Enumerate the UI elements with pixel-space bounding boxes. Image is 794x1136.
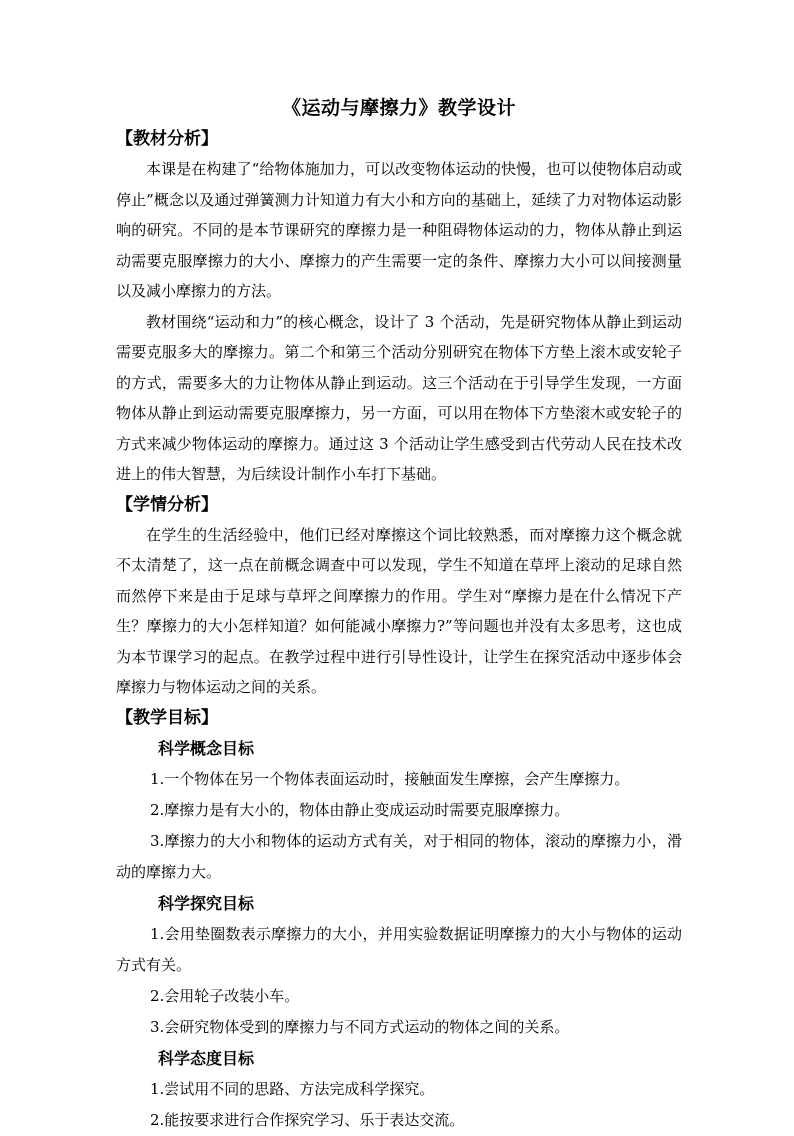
section-heading-textbook-analysis: 【教材分析】 bbox=[116, 129, 218, 149]
document-title: 《运动与摩擦力》教学设计 bbox=[281, 97, 516, 119]
paragraph: 教材围绕“运动和力”的核心概念，设计了 3 个活动，先是研究物体从静止到运动需要克服多大的摩擦力。第二个和第三个活动分别研究在物体下方垫上滚木或安轮子的方式，需要多大的力让物体从静止到运动。这三个活动在于引导学生发现，一方面物体从静止到运动需要克服摩擦力，另一方面，可以用在物体下方垫滚木或安轮子的方式来减少物体运动的摩擦力。通过这 3 个活动让学生感受到古代劳动人民在技术改进上的伟大智慧，为后续设计制作小车打下基础。 bbox=[116, 312, 682, 483]
document-page bbox=[116, 94, 682, 1136]
list-item: 1.一个物体在另一个物体表面运动时，接触面发生摩擦，会产生摩擦力。 bbox=[150, 769, 630, 788]
list-item: 1.尝试用不同的思路、方法完成科学探究。 bbox=[150, 1079, 435, 1098]
list-item: 1.会用垫圈数表示摩擦力的大小，并用实验数据证明摩擦力的大小与物体的运动方式有关。 bbox=[116, 924, 682, 974]
section-heading-teaching-objectives: 【教学目标】 bbox=[116, 707, 218, 728]
subheading-inquiry-objectives: 科学探究目标 bbox=[158, 893, 255, 913]
section-heading-student-analysis: 【学情分析】 bbox=[116, 494, 218, 515]
subheading-concept-objectives: 科学概念目标 bbox=[158, 738, 255, 758]
paragraph: 在学生的生活经验中，他们已经对摩擦这个词比较熟悉，而对摩擦力这个概念就不太清楚了，这一点在前概念调查中可以发现，学生不知道在草坪上滚动的足球自然而然停下来是由于足球与草坪之间摩擦力的作用。学生对“摩擦力是在什么情况下产生？摩擦力的大小怎样知道？如何能减小摩擦力?”等问题也并没有太多思考，这也成为本节课学习的起点。在教学过程中进行引导性设计，让学生在探究活动中逐步体会摩擦力与物体运动之间的关系。 bbox=[116, 525, 682, 696]
paragraph: 本课是在构建了“给物体施加力，可以改变物体运动的快慢，也可以使物体启动或停止”概念以及通过弹簧测力计知道力有大小和方向的基础上，延续了力对物体运动影响的研究。不同的是本节课研究的摩擦力是一种阻碍物体运动的力，物体从静止到运动需要克服摩擦力的大小、摩擦力的产生需要一定的条件、摩擦力大小可以间接测量以及减小摩擦力的方法。 bbox=[116, 160, 682, 300]
list-item: 2.能按要求进行合作探究学习、乐于表达交流。 bbox=[150, 1110, 465, 1129]
list-item: 2.摩擦力是有大小的，物体由静止变成运动时需要克服摩擦力。 bbox=[150, 800, 570, 819]
list-item: 3.会研究物体受到的摩擦力与不同方式运动的物体之间的关系。 bbox=[150, 1017, 570, 1036]
list-item: 3.摩擦力的大小和物体的运动方式有关，对于相同的物体，滚动的摩擦力小，滑动的摩擦力大。 bbox=[116, 831, 682, 881]
subheading-attitude-objectives: 科学态度目标 bbox=[158, 1048, 255, 1068]
list-item: 2.会用轮子改装小车。 bbox=[150, 986, 300, 1005]
